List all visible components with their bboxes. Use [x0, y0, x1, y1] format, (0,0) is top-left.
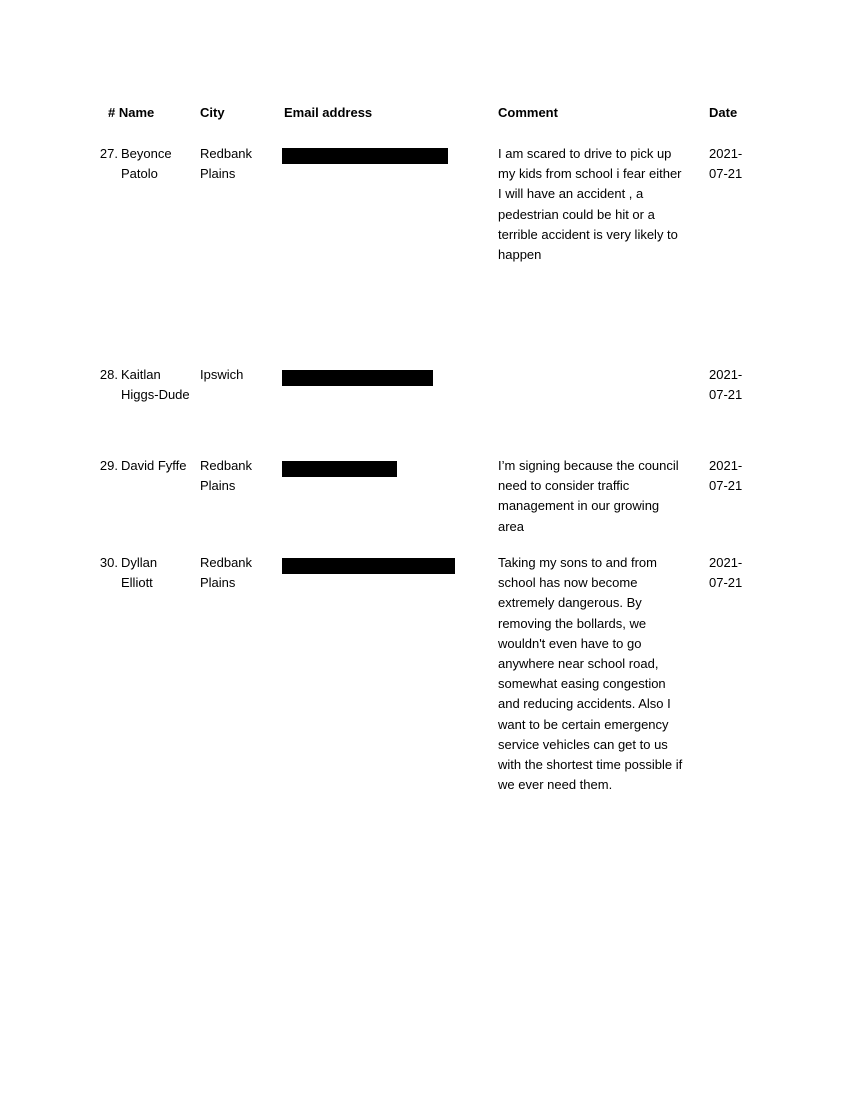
row-number: 30. [99, 555, 118, 570]
header-email: Email address [284, 105, 373, 120]
row-date: 2021- 07-21 [709, 367, 743, 403]
row-number: 29. [99, 458, 118, 473]
row-name: David Fyffe [121, 458, 187, 473]
header-comment: Comment [498, 105, 558, 120]
email-redaction [282, 461, 397, 477]
row-date: 2021- 07-21 [709, 555, 743, 591]
row-comment: Taking my sons to and from school has now become extremely dangerous. By removing the bollards, we wouldn't even have to go anywhere near school road, somewhat easing congestion and reducing accidents. Also I want to be certain emergency service vehicles can get to us with the shortest time possible if we ever need them. [498, 555, 683, 793]
row-comment: I am scared to drive to pick up my kids from school i fear either I will have an accident , a pedestrian could be hit or a terrible accident is very likely to happen [498, 146, 682, 263]
row-city: Redbank Plains [200, 458, 253, 494]
email-redaction [282, 370, 433, 386]
header-number-name: # Name [108, 105, 155, 120]
row-number: 28. [99, 367, 118, 382]
header-city: City [200, 105, 225, 120]
row-city: Redbank Plains [200, 555, 253, 591]
row-name: Beyonce Patolo [121, 146, 172, 182]
header-date: Date [709, 105, 738, 120]
row-city: Ipswich [200, 367, 244, 382]
email-redaction [282, 148, 448, 164]
row-comment: I’m signing because the council need to consider traffic management in our growing area [498, 458, 679, 534]
row-number: 27. [99, 146, 118, 161]
row-date: 2021- 07-21 [709, 146, 743, 182]
row-date: 2021- 07-21 [709, 458, 743, 494]
email-redaction [282, 558, 455, 574]
row-city: Redbank Plains [200, 146, 253, 182]
row-name: Dyllan Elliott [121, 555, 158, 591]
row-name: Kaitlan Higgs-Dude [121, 367, 190, 403]
